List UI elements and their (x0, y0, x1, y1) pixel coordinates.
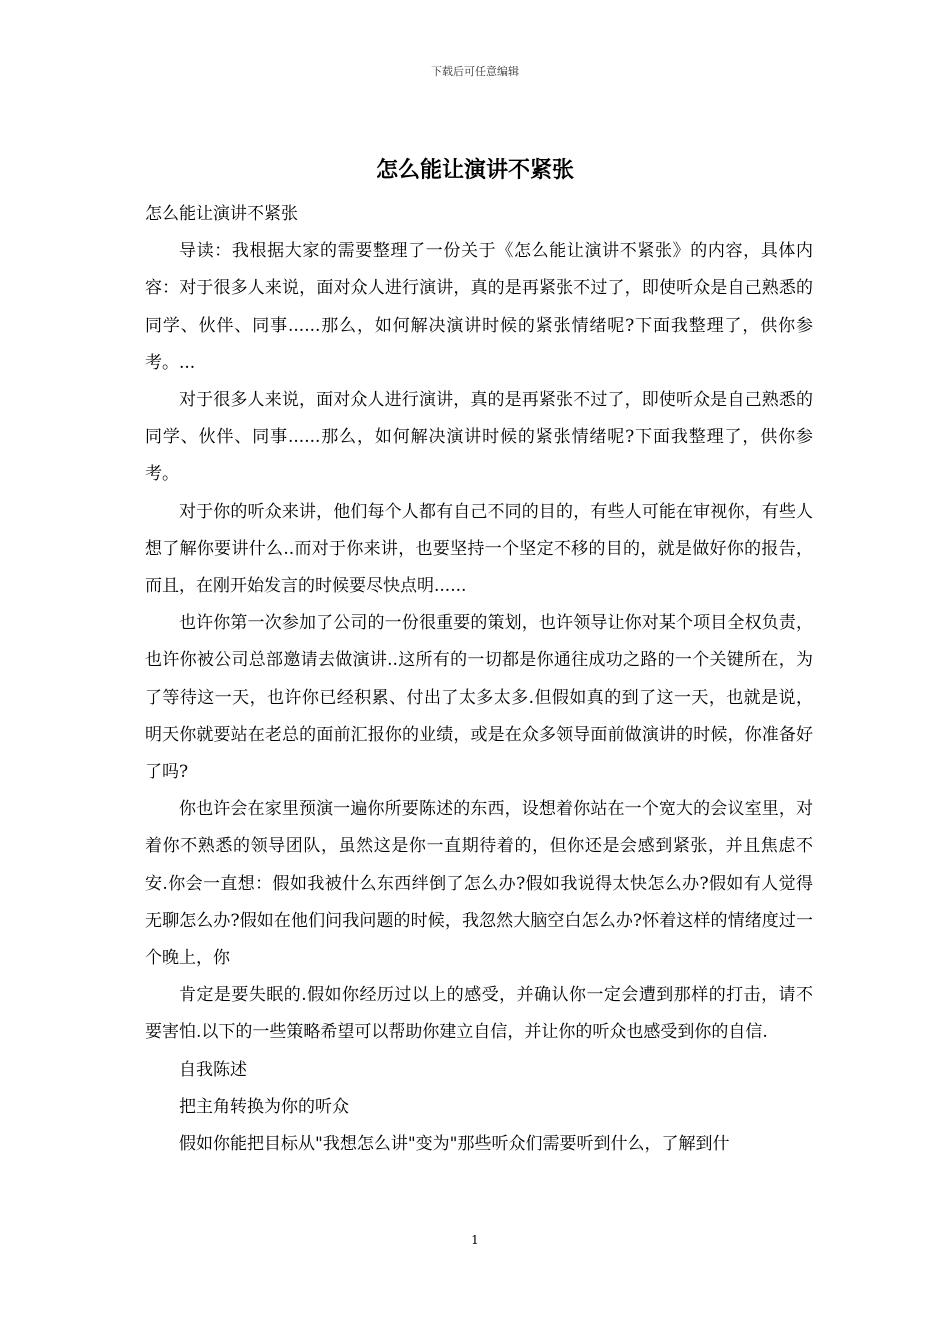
header-note: 下载后可任意编辑 (431, 65, 519, 78)
paragraph: 你也许会在家里预演一遍你所要陈述的东西，设想着你站在一个宽大的会议室里，对着你不熟悉的领导团队，虽然这是你一直期待着的，但你还是会感到紧张，并且焦虑不安.你会一直想：假如我被什么东西绊倒了怎么办?假如我说得太快怎么办?假如有人觉得无聊怎么办?假如在他们问我问题的时候，我忽然大脑空白怎么办?怀着这样的情绪度过一个晚上，你 (145, 799, 813, 969)
paragraph: 假如你能把目标从"我想怎么讲"变为"那些听众们需要听到什么，了解到什 (179, 1134, 730, 1155)
paragraph: 肯定是要失眠的.假如你经历过以上的感受，并确认你一定会遭到那样的打击，请不要害怕.以下的一些策略希望可以帮助你建立自信，并让你的听众也感受到你的自信. (145, 985, 813, 1043)
paragraph: 也许你第一次参加了公司的一份很重要的策划，也许领导让你对某个项目全权负责，也许你被公司总部邀请去做演讲..这所有的一切都是你通往成功之路的一个关键所在，为了等待这一天，也许你已经积累、付出了太多太多.但假如真的到了这一天，也就是说，明天你就要站在老总的面前汇报你的业绩，或是在众多领导面前做演讲的时候，你准备好了吗? (145, 613, 813, 783)
document-body (145, 196, 813, 1163)
paragraph: 对于很多人来说，面对众人进行演讲，真的是再紧张不过了，即使听众是自己熟悉的同学、伙伴、同事......那么，如何解决演讲时候的紧张情绪呢?下面我整理了，供你参考。 (145, 390, 813, 485)
document-title: 怎么能让演讲不紧张 (375, 157, 574, 183)
subsection-heading: 把主角转换为你的听众 (179, 1096, 349, 1117)
page-number: 1 (471, 1233, 479, 1247)
section-heading: 自我陈述 (179, 1059, 247, 1080)
paragraph-intro: 导读：我根据大家的需要整理了一份关于《怎么能让演讲不紧张》的内容，具体内容：对于很多人来说，面对众人进行演讲，真的是再紧张不过了，即使听众是自己熟悉的同学、伙伴、同事......那么，如何解决演讲时候的紧张情绪呢?下面我整理了，供你参考。... (145, 241, 813, 373)
paragraph: 对于你的听众来讲，他们每个人都有自己不同的目的，有些人可能在审视你，有些人想了解你要讲什么..而对于你来讲，也要坚持一个坚定不移的目的，就是做好你的报告，而且，在刚开始发言的时候要尽快点明...... (145, 501, 813, 597)
paragraph-subtitle: 怎么能让演讲不紧张 (145, 204, 298, 224)
